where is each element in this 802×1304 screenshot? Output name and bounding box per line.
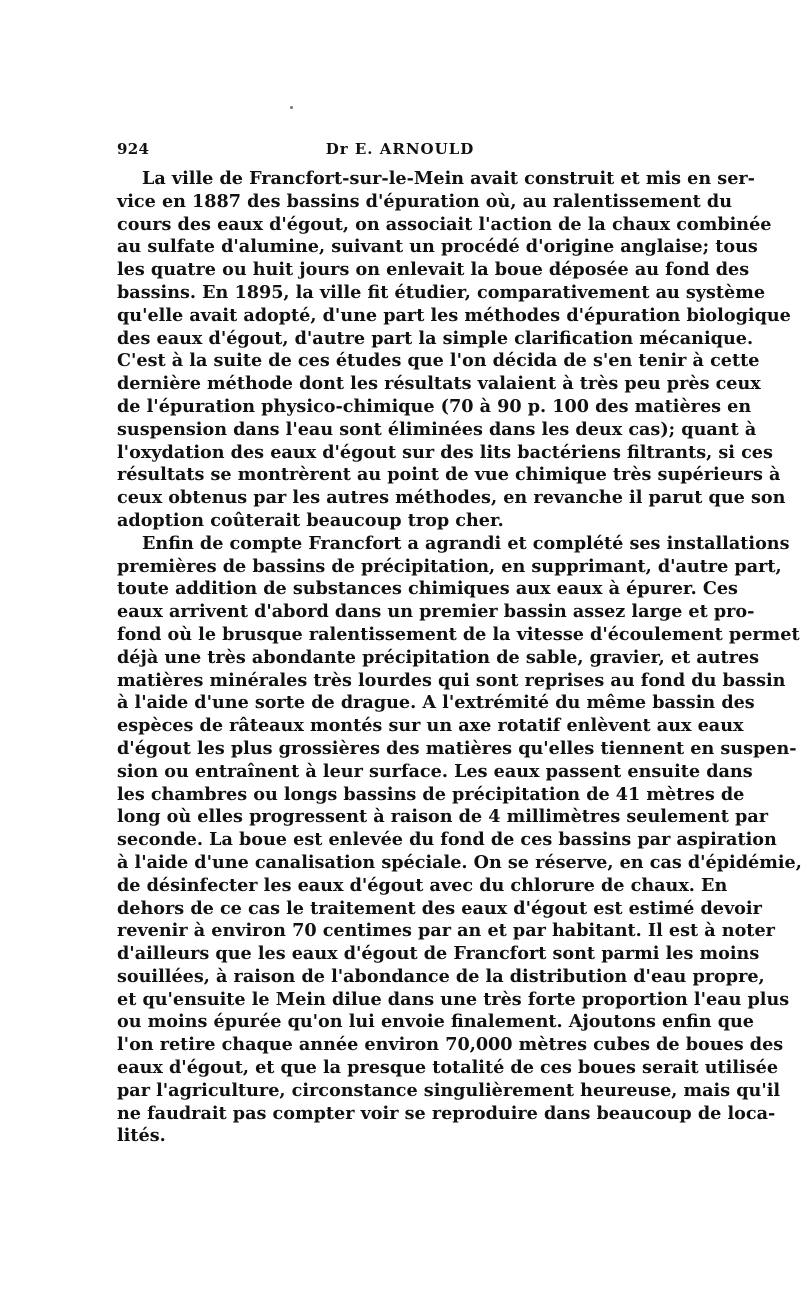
- text-line: eaux d'égout, et que la presque totalité de ces boues serait utilisée: [117, 1057, 779, 1079]
- text-line: sion ou entraînent à leur surface. Les eaux passent ensuite dans: [117, 760, 753, 782]
- text-line: adoption coûterait beaucoup trop cher.: [117, 509, 504, 531]
- running-head: Dr E. ARNOULD: [325, 140, 475, 158]
- text-line: résultats se montrèrent au point de vue chimique très supérieurs à: [117, 464, 781, 486]
- text-line: cours des eaux d'égout, on associait l'action de la chaux combinée: [117, 213, 772, 235]
- text-line: matières minérales très lourdes qui sont reprises au fond du bassin: [117, 669, 786, 691]
- text-line: de l'épuration physico-chimique (70 à 90 p. 100 des matières en: [117, 395, 752, 417]
- text-line: seconde. La boue est enlevée du fond de ces bassins par aspiration: [117, 829, 777, 851]
- paragraph: [117, 532, 802, 1149]
- text-line: Enfin de compte Francfort a agrandi et complété ses installations: [142, 532, 790, 554]
- text-line: et qu'ensuite le Mein dilue dans une très forte proportion l'eau plus: [117, 988, 790, 1010]
- text-line: dernière méthode dont les résultats valaient à très peu près ceux: [117, 373, 761, 395]
- text-line: au sulfate d'alumine, suivant un procédé d'origine anglaise; tous: [117, 236, 758, 258]
- text-line: les chambres ou longs bassins de précipitation de 41 mètres de: [117, 783, 745, 805]
- text-line: ou moins épurée qu'on lui envoie finalement. Ajoutons enfin que: [117, 1011, 754, 1033]
- paragraph: [117, 168, 791, 533]
- text-line: ceux obtenus par les autres méthodes, en revanche il parut que son: [117, 487, 786, 509]
- text-line: eaux arrivent d'abord dans un premier bassin assez large et pro-: [117, 601, 755, 623]
- text-line: toute addition de substances chimiques aux eaux à épurer. Ces: [117, 578, 738, 600]
- text-line: à l'aide d'une canalisation spéciale. On se réserve, en cas d'épidémie,: [117, 851, 802, 873]
- text-line: revenir à environ 70 centimes par an et par habitant. Il est à noter: [117, 920, 775, 942]
- text-line: vice en 1887 des bassins d'épuration où, au ralentissement du: [117, 190, 732, 212]
- text-line: déjà une très abondante précipitation de sable, gravier, et autres: [117, 646, 760, 668]
- text-line: premières de bassins de précipitation, en supprimant, d'autre part,: [117, 555, 782, 577]
- text-line: dehors de ce cas le traitement des eaux d'égout est estimé devoir: [117, 897, 762, 919]
- text-line: suspension dans l'eau sont éliminées dans les deux cas); quant à: [117, 418, 757, 440]
- text-line: souillées, à raison de l'abondance de la distribution d'eau propre,: [117, 965, 765, 987]
- page-header: [117, 140, 683, 166]
- text-line: espèces de râteaux montés sur un axe rotatif enlèvent aux eaux: [117, 715, 744, 737]
- text-line: l'oxydation des eaux d'égout sur des lits bactériens filtrants, si ces: [117, 441, 773, 463]
- text-line: d'ailleurs que les eaux d'égout de Francfort sont parmi les moins: [117, 943, 760, 965]
- text-line: long où elles progressent à raison de 4 millimètres seulement par: [117, 806, 768, 828]
- body-text: [117, 168, 802, 1148]
- text-line: C'est à la suite de ces études que l'on décida de s'en tenir à cette: [117, 350, 760, 372]
- text-line: l'on retire chaque année environ 70,000 mètres cubes de boues des: [117, 1034, 784, 1056]
- text-line: ne faudrait pas compter voir se reproduire dans beaucoup de loca-: [117, 1102, 776, 1124]
- text-line: des eaux d'égout, d'autre part la simple clarification mécanique.: [117, 327, 754, 349]
- text-line: qu'elle avait adopté, d'une part les méthodes d'épuration biologique: [117, 304, 791, 326]
- text-line: bassins. En 1895, la ville fit étudier, comparativement au système: [117, 281, 766, 303]
- text-line: de désinfecter les eaux d'égout avec du chlorure de chaux. En: [117, 874, 728, 896]
- text-line: à l'aide d'une sorte de drague. A l'extrémité du même bassin des: [117, 692, 755, 714]
- text-line: les quatre ou huit jours on enlevait la boue déposée au fond des: [117, 259, 750, 281]
- text-line: d'égout les plus grossières des matières qu'elles tiennent en suspen-: [117, 737, 797, 759]
- text-line: par l'agriculture, circonstance singulièrement heureuse, mais qu'il: [117, 1079, 781, 1101]
- text-line: La ville de Francfort-sur-le-Mein avait construit et mis en ser-: [142, 168, 755, 189]
- page-number: 924: [117, 140, 150, 158]
- text-line: fond où le brusque ralentissement de la vitesse d'écoulement permet: [117, 623, 800, 645]
- print-speck: [290, 106, 293, 109]
- text-line: lités.: [117, 1125, 166, 1147]
